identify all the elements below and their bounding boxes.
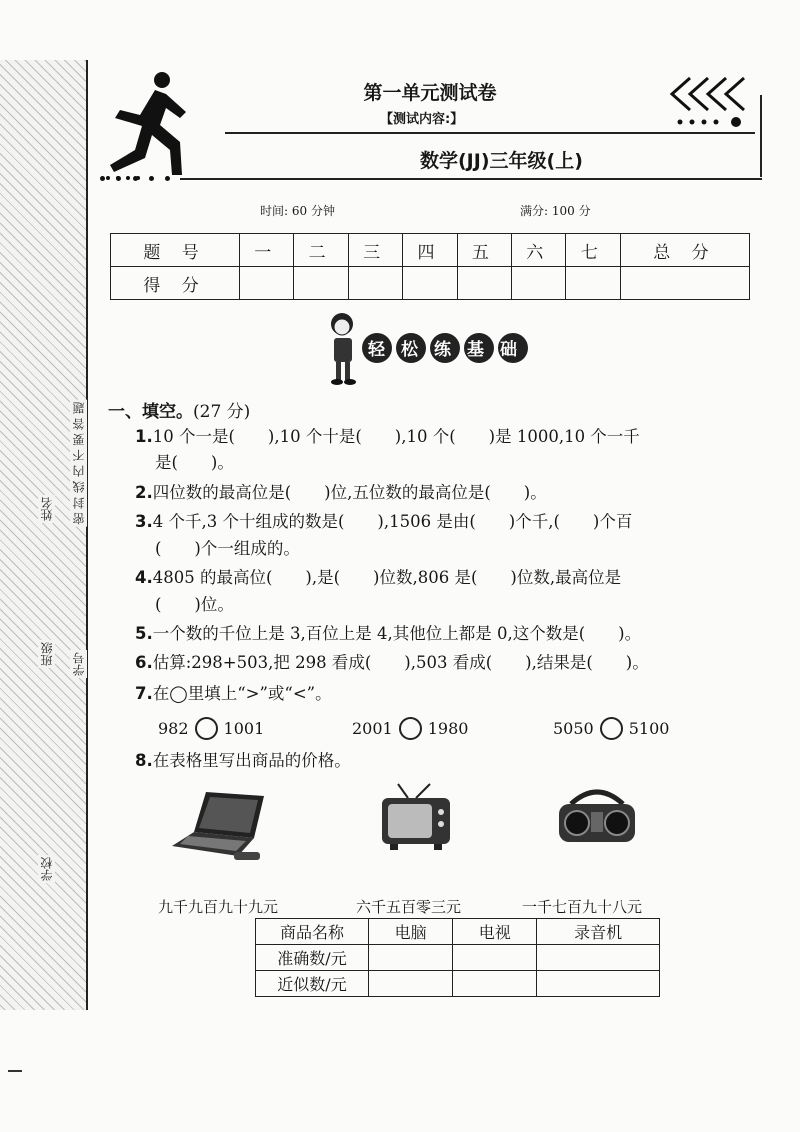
question-text: 4 个千,3 个十组成的数是( ),1506 是由( )个千,( )个百 <box>152 512 633 531</box>
score-input-cell[interactable] <box>294 267 348 300</box>
question-number: 4. <box>135 568 153 587</box>
compare-circle[interactable] <box>600 717 623 740</box>
row-label: 准确数/元 <box>256 945 369 971</box>
header-rule-bottom <box>180 178 762 180</box>
label-school: 学校 <box>40 857 54 881</box>
answer-cell[interactable] <box>369 971 453 997</box>
price-header-cell: 商品名称 <box>256 919 369 945</box>
test-content-label: 【测试内容:】 <box>380 112 464 127</box>
seal-note: 密 封 线 内 不 要 答 题 <box>72 402 86 525</box>
question-5 <box>135 622 641 646</box>
answer-cell[interactable] <box>537 971 660 997</box>
header-rule-right <box>760 95 762 177</box>
question-text: 一个数的千位上是 3,百位上是 4,其他位上都是 0,这个数是( )。 <box>152 624 642 643</box>
question-number: 8. <box>135 751 153 770</box>
time-limit: 时间: 60 分钟 <box>260 204 335 218</box>
section-title <box>108 397 250 422</box>
price-table-header <box>256 919 660 945</box>
compare-right: 1001 <box>223 719 265 738</box>
price-laptop: 九千九百九十九元 <box>158 898 279 916</box>
television-icon <box>378 782 454 854</box>
page-title: 第一单元测试卷 <box>363 82 497 104</box>
price-row-exact <box>256 945 660 971</box>
score-cell: 一 <box>240 234 294 267</box>
question-text: 10 个一是( ),10 个十是( ),10 个( )是 1000,10 个一千 <box>152 427 640 446</box>
price-header-cell: 电视 <box>453 919 537 945</box>
score-input-cell[interactable] <box>240 267 294 300</box>
question-number: 5. <box>135 624 153 643</box>
compare-circle[interactable] <box>195 717 218 740</box>
score-cell: 题 号 <box>111 234 240 267</box>
price-header-cell: 录音机 <box>537 919 660 945</box>
score-cell: 六 <box>512 234 566 267</box>
question-6 <box>135 651 649 675</box>
compare-left: 982 <box>158 719 189 738</box>
grade-title: 数学(JJ)三年级(上) <box>420 150 583 172</box>
question-number: 6. <box>135 653 153 672</box>
score-cell: 总 分 <box>620 234 749 267</box>
answer-cell[interactable] <box>453 945 537 971</box>
question-1 <box>135 425 640 449</box>
banner-text: 轻松练基础 <box>368 340 533 360</box>
question-4 <box>135 566 621 590</box>
score-cell: 七 <box>566 234 620 267</box>
score-input-cell[interactable] <box>457 267 511 300</box>
score-input-cell[interactable] <box>620 267 749 300</box>
score-table-score-row <box>111 267 750 300</box>
score-cell: 四 <box>403 234 457 267</box>
section-title-text: 一、填空。 <box>108 402 193 422</box>
score-input-cell[interactable] <box>348 267 402 300</box>
score-input-cell[interactable] <box>566 267 620 300</box>
label-name: 姓名 <box>40 497 54 521</box>
price-header-cell: 电脑 <box>369 919 453 945</box>
compare-circle[interactable] <box>399 717 422 740</box>
question-3 <box>135 510 632 534</box>
label-id: 学号 <box>72 652 86 676</box>
score-cell: 得 分 <box>111 267 240 300</box>
score-table <box>110 233 750 300</box>
question-number: 3. <box>135 512 153 531</box>
score-table-header-row <box>111 234 750 267</box>
answer-cell[interactable] <box>453 971 537 997</box>
compare-left: 2001 <box>352 719 393 738</box>
question-text: 估算:298+503,把 298 看成( ),503 看成( ),结果是( )。 <box>152 653 649 672</box>
price-table <box>255 918 660 997</box>
price-row-approx <box>256 971 660 997</box>
full-score: 满分: 100 分 <box>520 204 591 218</box>
section-points: (27 分) <box>193 402 251 422</box>
price-recorder: 一千七百九十八元 <box>522 898 643 916</box>
question-7 <box>135 682 332 706</box>
question-text: 在表格里写出商品的价格。 <box>152 751 351 770</box>
score-cell: 三 <box>348 234 402 267</box>
corner-mark <box>8 1070 22 1072</box>
question-4-cont: ( )位。 <box>155 595 234 614</box>
question-number: 2. <box>135 483 153 502</box>
compare-left: 5050 <box>553 719 594 738</box>
header-rule-top <box>225 132 755 134</box>
answer-cell[interactable] <box>537 945 660 971</box>
logo-dots <box>100 176 170 182</box>
tape-recorder-icon <box>555 786 639 846</box>
question-2 <box>135 481 547 505</box>
question-text: 4805 的最高位( ),是( )位数,806 是( )位数,最高位是 <box>152 568 622 587</box>
compare-right: 5100 <box>628 719 670 738</box>
binding-line <box>86 60 88 1010</box>
question-number: 1. <box>135 427 153 446</box>
question-8 <box>135 749 351 773</box>
comparison-1 <box>158 717 264 740</box>
row-label: 近似数/元 <box>256 971 369 997</box>
score-cell: 二 <box>294 234 348 267</box>
answer-cell[interactable] <box>369 945 453 971</box>
question-text: 四位数的最高位是( )位,五位数的最高位是( )。 <box>152 483 547 502</box>
chevrons-icon <box>660 70 750 130</box>
score-cell: 五 <box>457 234 511 267</box>
score-input-cell[interactable] <box>403 267 457 300</box>
score-input-cell[interactable] <box>512 267 566 300</box>
question-3-cont: ( )个一组成的。 <box>155 539 300 558</box>
compare-right: 1980 <box>427 719 469 738</box>
question-text: 在◯里填上“>”或“<”。 <box>152 684 332 703</box>
runner-logo-icon <box>100 70 190 180</box>
comparison-3 <box>553 717 669 740</box>
price-tv: 六千五百零三元 <box>356 898 462 916</box>
question-1-cont: 是( )。 <box>155 453 234 472</box>
question-number: 7. <box>135 684 153 703</box>
laptop-icon <box>168 786 268 866</box>
label-class: 班级 <box>40 642 54 666</box>
comparison-2 <box>352 717 468 740</box>
